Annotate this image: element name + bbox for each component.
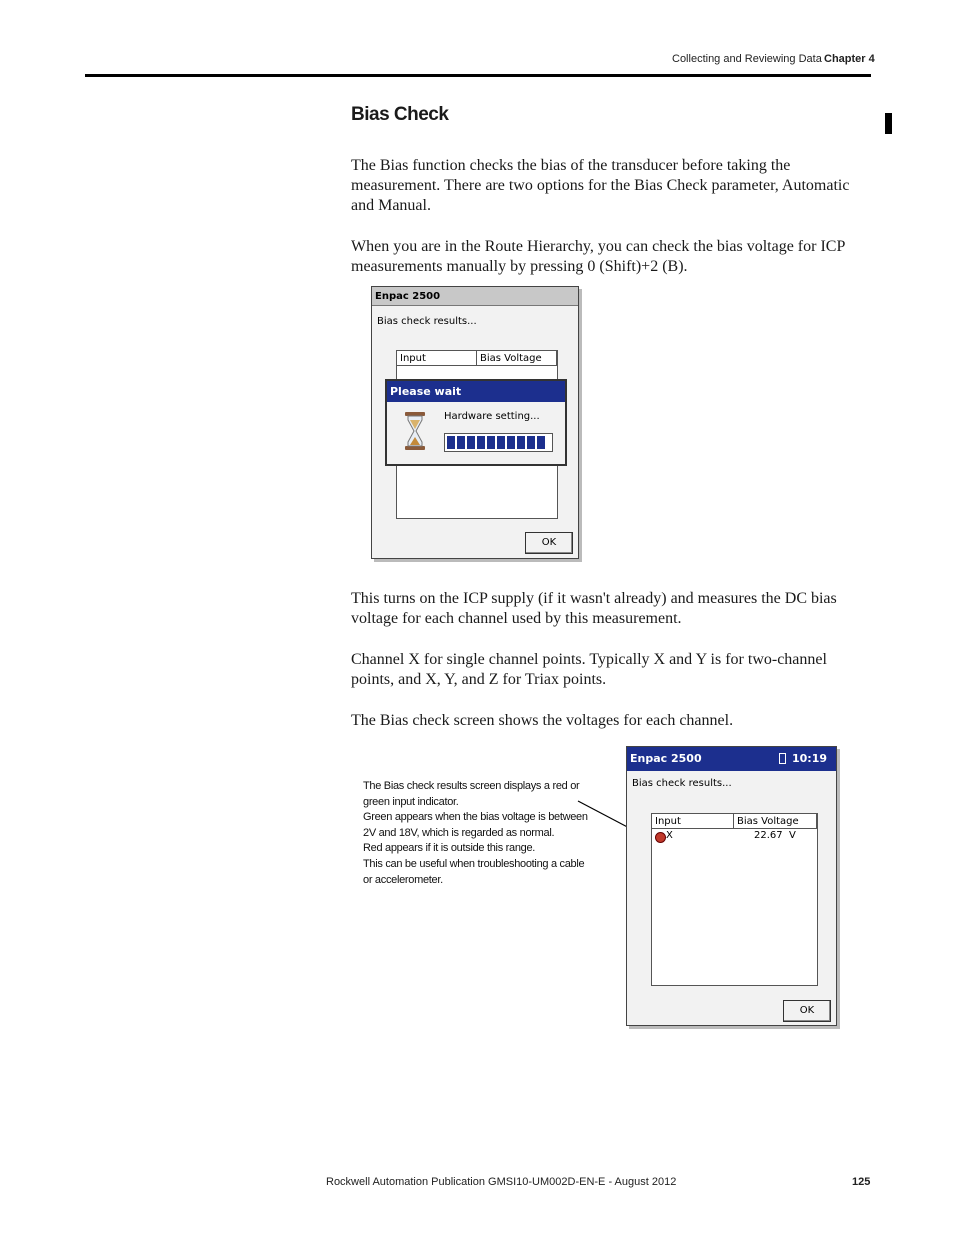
paragraph-route-hierarchy: When you are in the Route Hierarchy, you can check the bias voltage for ICP measurements manually by pressing 0 (Shift)+2 (B). [351,238,845,275]
hourglass-icon [402,411,428,451]
header-section-title: Collecting and Reviewing Data [672,53,822,65]
progress-segment [527,436,535,449]
progress-segment [467,436,475,449]
ok-button[interactable]: OK [783,1000,831,1022]
bias-results-label: Bias check results... [377,316,477,327]
clock-time: 10:19 [792,752,828,765]
ok-button[interactable]: OK [525,532,573,554]
column-header-input[interactable]: Input [397,351,477,366]
progress-segment [537,436,545,449]
please-wait-dialog [385,379,567,466]
publication-footer: Rockwell Automation Publication GMSI10-UM002D-EN-E - August 2012 [326,1176,677,1188]
header-chapter: Chapter 4 [824,53,875,65]
callout-line-4: This can be useful when troubleshooting a cable or accelerometer. [363,857,585,886]
page-number: 125 [852,1176,871,1188]
dialog-message: Hardware setting... [444,411,540,422]
table-row[interactable] [652,830,817,844]
progress-segment [507,436,515,449]
header-rule [85,74,871,77]
row-voltage: 22.67 V [754,830,796,841]
paragraph-icp-supply: This turns on the ICP supply (if it wasn't already) and measures the DC bias voltage for each channel used by this measurement. [351,590,837,627]
callout-note [363,779,593,888]
progress-bar [444,433,553,452]
window-title: Enpac 2500 [372,287,578,306]
progress-segment [517,436,525,449]
bias-results-label: Bias check results... [632,778,732,789]
battery-icon [779,753,786,764]
column-header-bias-voltage[interactable]: Bias Voltage [734,814,817,829]
column-header-bias-voltage[interactable]: Bias Voltage [477,351,557,366]
column-header-input[interactable]: Input [652,814,734,829]
device-screen-please-wait [371,286,579,559]
callout-line-2: Green appears when the bias voltage is between 2V and 18V, which is regarded as normal. [363,811,588,839]
dialog-title: Please wait [387,381,565,402]
row-input: X [666,830,673,841]
window-title: Enpac 2500 [630,752,702,765]
progress-segment [477,436,485,449]
paragraph-bias-screen: The Bias check screen shows the voltages for each channel. [351,712,734,729]
callout-line-1: The Bias check results screen displays a red or green input indicator. [363,780,580,808]
section-title: Bias Check [351,104,449,125]
device-screen-bias-results [626,746,837,1026]
progress-segment [457,436,465,449]
callout-line-3: Red appears if it is outside this range. [363,842,536,855]
progress-segment [447,436,455,449]
paragraph-bias-function: The Bias function checks the bias of the transducer before taking the measurement. There are two options for the Bias Check parameter, Automatic and Manual. [351,157,850,214]
change-bar [885,113,892,134]
progress-segment [487,436,495,449]
window-title-bar [627,747,836,771]
progress-segment [497,436,505,449]
bias-results-list[interactable] [651,813,818,986]
status-indicator-icon [655,832,666,843]
paragraph-channel-x: Channel X for single channel points. Typically X and Y is for two-channel points, and X, Y, and Z for Triax points. [351,651,827,688]
